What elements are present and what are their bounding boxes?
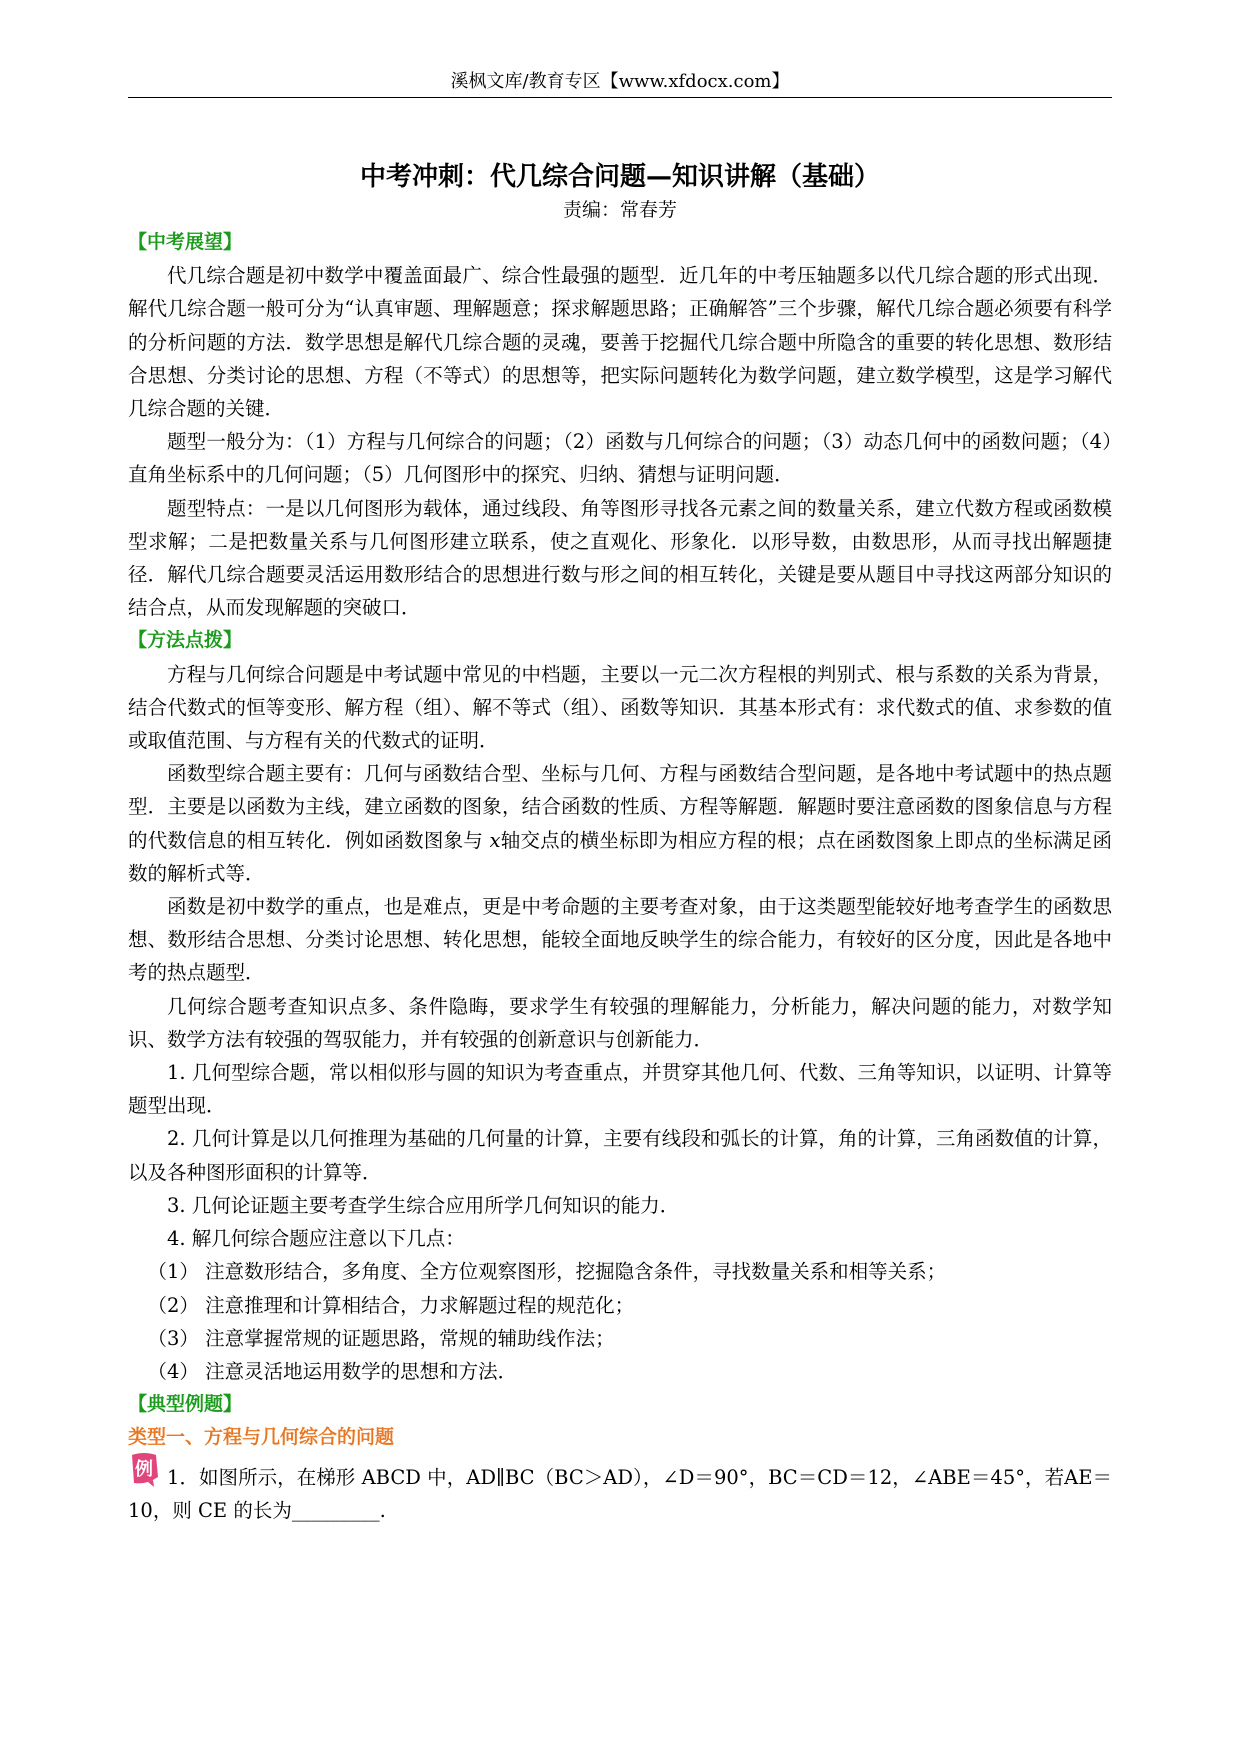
paragraph: 方程与几何综合问题是中考试题中常见的中档题，主要以一元二次方程根的判别式、根与系数的关系为背景，结合代数式的恒等变形、解方程（组）、解不等式（组）、函数等知识．其基本形式有：求代数式的值、求参数的值或取值范围、与方程有关的代数式的证明． (128, 662, 1112, 753)
document-title: 中考冲刺：代几综合问题—知识讲解（基础） (359, 162, 880, 192)
section-heading-method: 【方法点拨】 (128, 629, 243, 652)
list-item: 1. 几何型综合题，常以相似形与圆的知识为考查重点，并贯穿其他几何、代数、三角等知识，以证明、计算等题型出现． (128, 1061, 1112, 1118)
section-heading-outlook: 【中考展望】 (128, 231, 243, 253)
sub-list-item: （2） 注意推理和计算相结合，力求解题过程的规范化； (147, 1293, 635, 1317)
type-heading: 类型一、方程与几何综合的问题 (128, 1426, 395, 1449)
example-badge-icon (126, 1451, 162, 1487)
paragraph-text: 函数型综合题主要有：几何与函数结合型、坐标与几何、方程与函数结合型问题，是各地中考试题中的热点题型．主要是以函数为主线，建立函数的图象，结合函数的性质、方程等解题．解题时要注意函数的图象信息与方程的代数信息的相互转化．例如函数图象与 (128, 762, 1112, 852)
page-header: 溪枫文库/教育专区【www.xfdocx.com】 (450, 71, 790, 92)
list-item: 4. 解几何综合题应注意以下几点： (167, 1227, 465, 1251)
editor-line: 责编：常春芳 (562, 199, 677, 221)
example-badge-label: 例 (135, 1458, 153, 1480)
paragraph: 函数是初中数学的重点，也是难点，更是中考命题的主要考查对象，由于这类题型能较好地考查学生的函数思想、数形结合思想、分类讨论思想、转化思想，能较全面地反映学生的综合能力，有较好的区分度，因此是各地中考的热点题型． (128, 895, 1112, 985)
sub-list-item: （3） 注意掌握常规的证题思路，常规的辅助线作法； (147, 1326, 615, 1350)
section-heading-examples: 【典型例题】 (128, 1393, 243, 1416)
problem-text: 1．如图所示，在梯形 ABCD 中，AD∥BC（BC＞AD），∠D＝90°，BC＝CD＝12，∠ABE＝45°，若AE＝10，则 CE 的长为_________. (128, 1465, 1112, 1522)
paragraph: 题型一般分为：（1）方程与几何综合的问题；（2）函数与几何综合的问题；（3）动态几何中的函数问题；（4）直角坐标系中的几何问题；（5）几何图形中的探究、归纳、猜想与证明问题． (128, 430, 1112, 487)
sub-list-item: （1） 注意数形结合，多角度、全方位观察图形，挖掘隐含条件，寻找数量关系和相等关系； (147, 1260, 947, 1284)
example-problem (128, 1458, 1112, 1527)
list-item: 3. 几何论证题主要考查学生综合应用所学几何知识的能力． (167, 1193, 680, 1217)
paragraph: 代几综合题是初中数学中覆盖面最广、综合性最强的题型．近几年的中考压轴题多以代几综合题的形式出现．解代几综合题一般可分为“认真审题、理解题意；探求解题思路；正确解答”三个步骤，解代几综合题必须要有科学的分析问题的方法．数学思想是解代几综合题的灵魂，要善于挖掘代几综合题中所隐含的重要的转化思想、数形结合思想、分类讨论的思想、方程（不等式）的思想等，把实际问题转化为数学问题，建立数学模型，这是学习解代几综合题的关键． (128, 264, 1112, 421)
paragraph (128, 757, 1112, 890)
header-divider (128, 97, 1112, 98)
paragraph-text: 轴交点的横坐标即为相应方程的根；点在函数图象上即点的坐标满足函数的解析式等． (128, 828, 1112, 885)
math-variable: x (489, 828, 501, 852)
sub-list-item: （4） 注意灵活地运用数学的思想和方法． (147, 1359, 518, 1383)
list-item: 2. 几何计算是以几何推理为基础的几何量的计算，主要有线段和弧长的计算，角的计算，三角函数值的计算，以及各种图形面积的计算等． (128, 1127, 1112, 1184)
paragraph: 题型特点：一是以几何图形为载体，通过线段、角等图形寻找各元素之间的数量关系，建立代数方程或函数模型求解；二是把数量关系与几何图形建立联系，使之直观化、形象化．以形导数，由数思形，从而寻找出解题捷径．解代几综合题要灵活运用数形结合的思想进行数与形之间的相互转化，关键是要从题目中寻找这两部分知识的结合点，从而发现解题的突破口． (128, 496, 1112, 620)
document-body (128, 226, 1112, 1527)
paragraph: 几何综合题考查知识点多、条件隐晦，要求学生有较强的理解能力，分析能力，解决问题的能力，对数学知识、数学方法有较强的驾驭能力，并有较强的创新意识与创新能力． (128, 994, 1112, 1051)
